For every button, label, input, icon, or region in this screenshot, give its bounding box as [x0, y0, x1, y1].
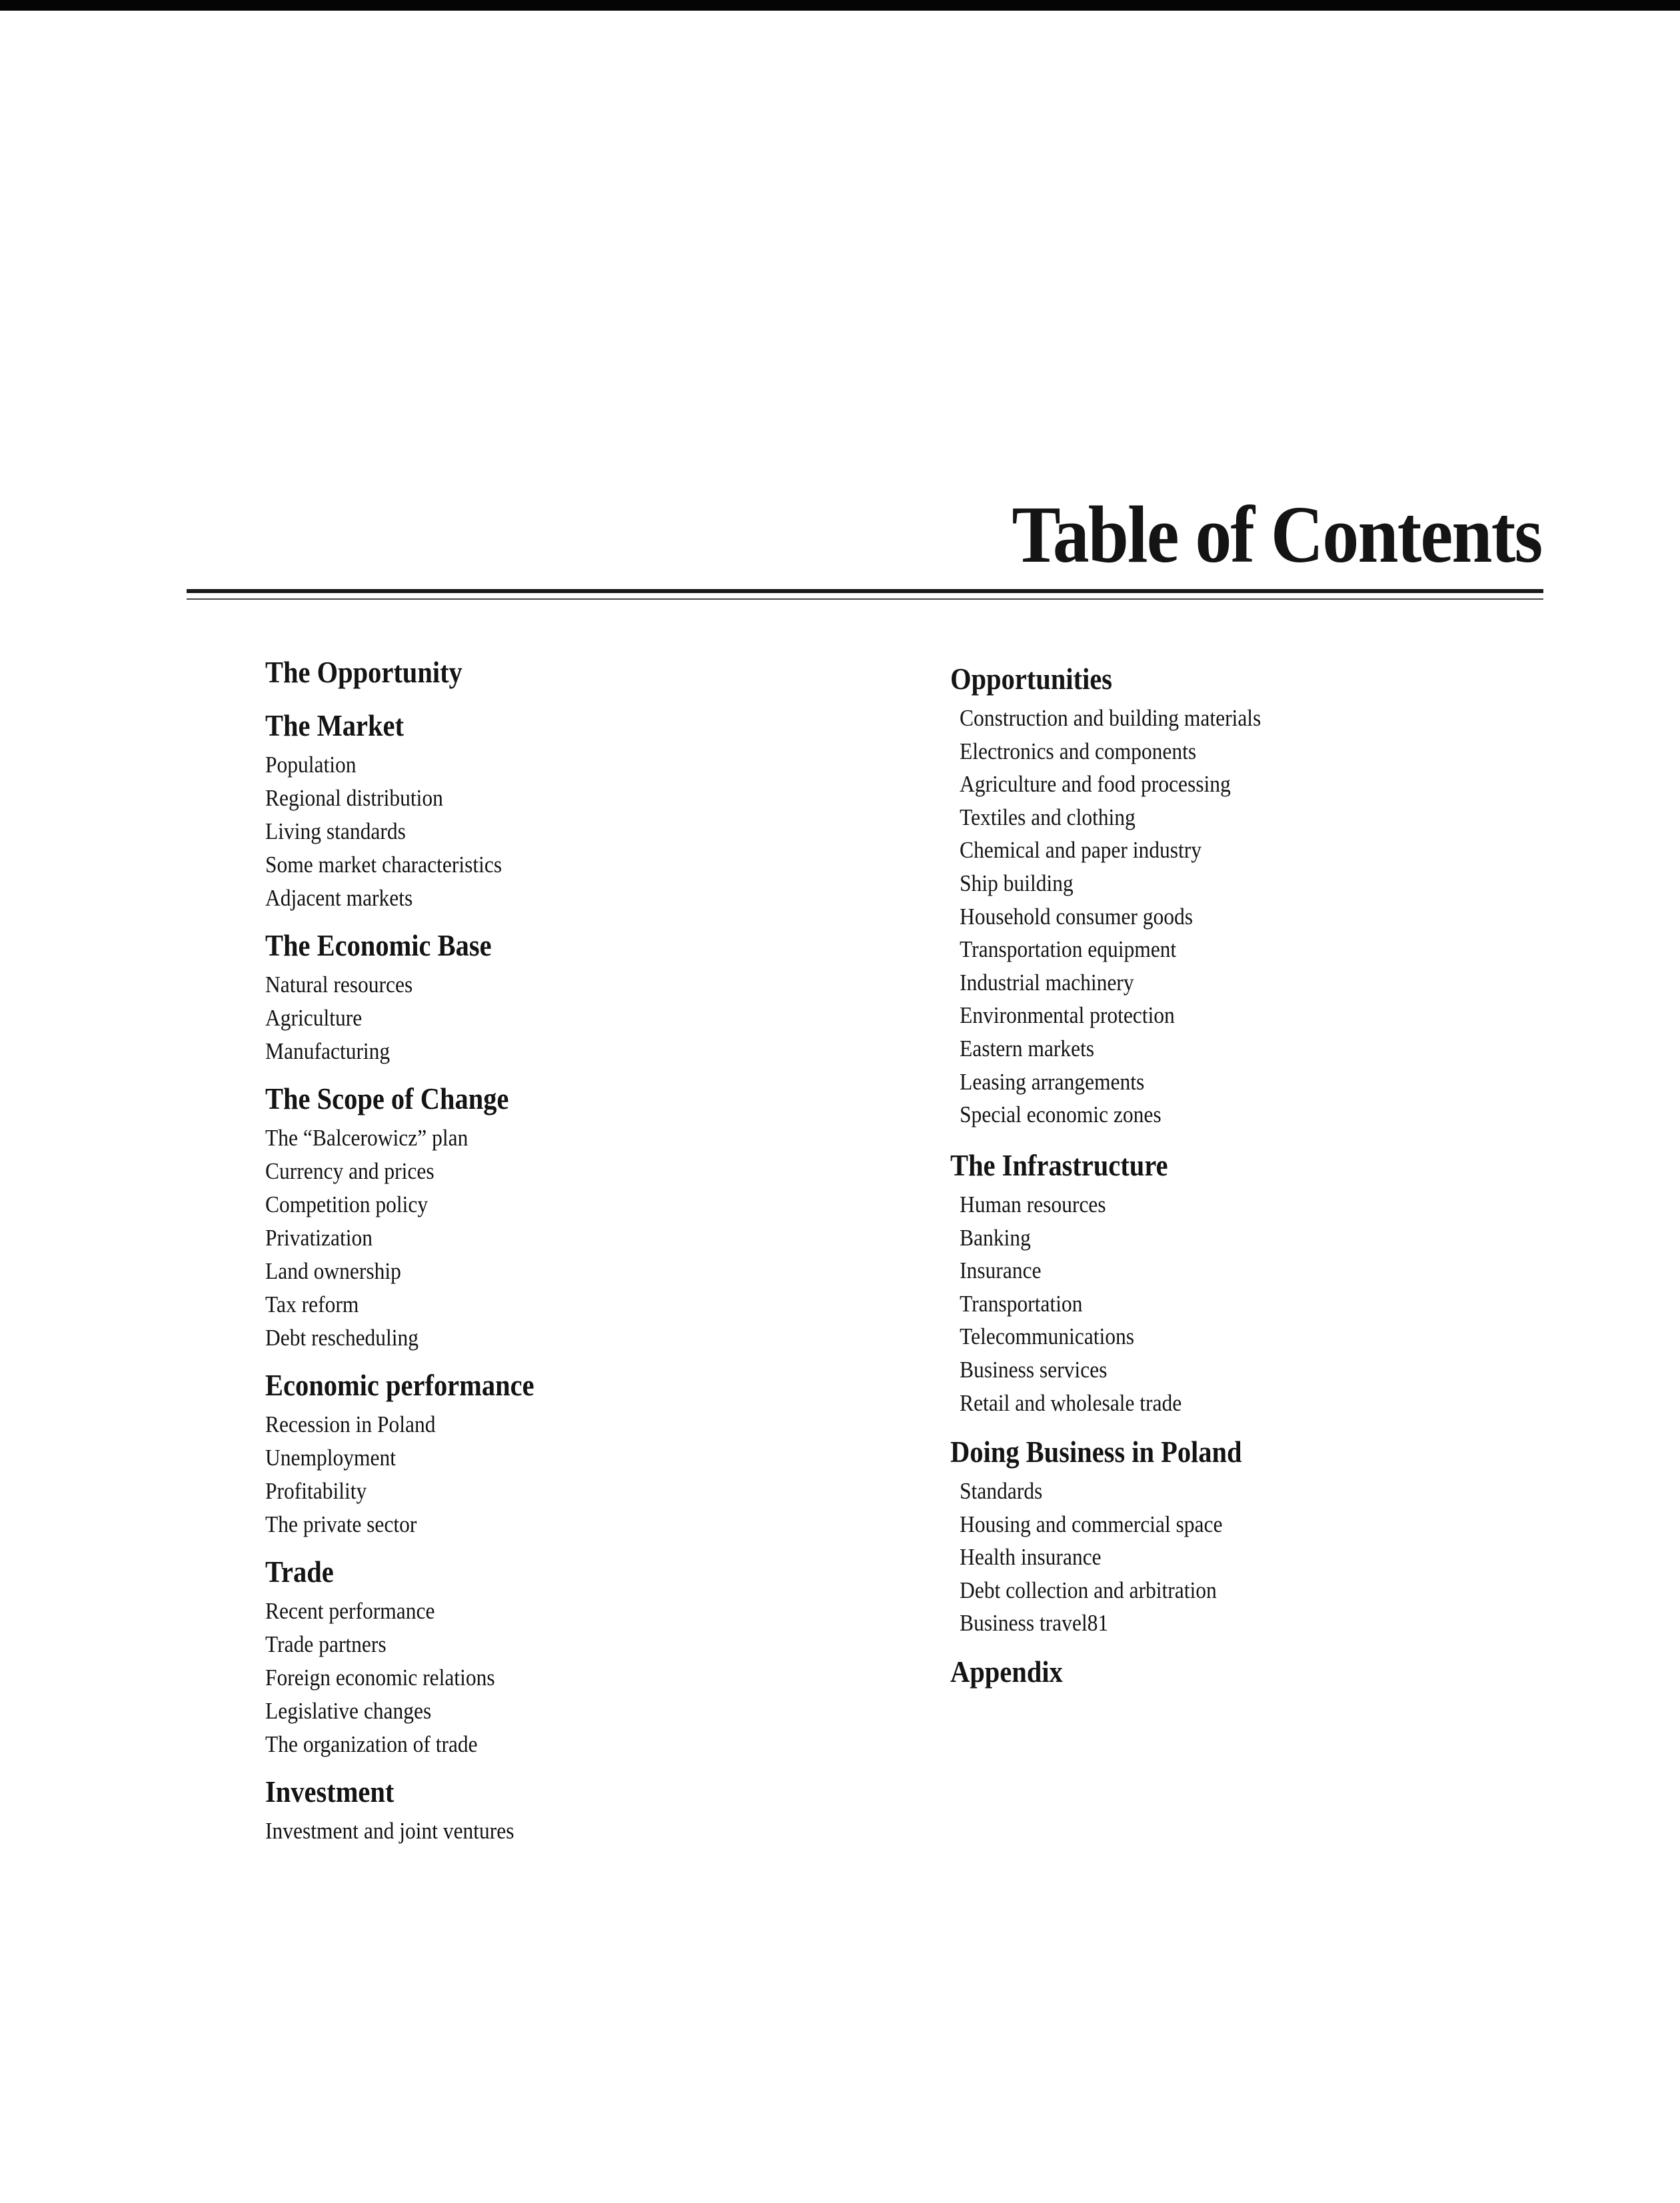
chapter-title[interactable]: Investment: [265, 1775, 395, 1809]
topic-entry[interactable]: Agriculture: [265, 1005, 363, 1031]
topic-entry[interactable]: Ship building: [960, 870, 1074, 896]
topic-entry[interactable]: Currency and prices: [265, 1158, 434, 1184]
title-rule: [187, 589, 1543, 593]
topic-entry[interactable]: Human resources: [960, 1191, 1106, 1217]
topic-entry[interactable]: Recent performance: [265, 1598, 435, 1624]
topic-entry[interactable]: Recession in Poland: [265, 1411, 436, 1437]
topic-entry[interactable]: Business travel81: [960, 1610, 1109, 1637]
topic-entry[interactable]: Textiles and clothing: [960, 804, 1136, 830]
topic-entry[interactable]: Banking: [960, 1224, 1031, 1251]
topic-entry[interactable]: Foreign economic relations: [265, 1665, 495, 1691]
chapter-title[interactable]: The Market: [265, 708, 404, 742]
chapter-title[interactable]: The Opportunity: [265, 655, 462, 689]
topic-entry[interactable]: Environmental protection: [960, 1002, 1175, 1029]
topic-entry[interactable]: Living standards: [265, 818, 406, 844]
topic-entry[interactable]: Standards: [960, 1478, 1043, 1504]
chapter-title[interactable]: Trade: [265, 1555, 334, 1589]
topic-entry[interactable]: Regional distribution: [265, 785, 443, 811]
topic-entry[interactable]: Competition policy: [265, 1191, 428, 1217]
topic-entry[interactable]: Special economic zones: [960, 1102, 1162, 1128]
topic-entry[interactable]: Retail and wholesale trade: [960, 1389, 1182, 1416]
topic-entry[interactable]: Agriculture and food processing: [960, 771, 1231, 798]
topic-entry[interactable]: Debt collection and arbitration: [960, 1577, 1217, 1603]
title-rule-thin: [187, 598, 1543, 600]
topic-entry[interactable]: Transportation equipment: [960, 936, 1177, 963]
chapter-title[interactable]: Appendix: [950, 1655, 1063, 1689]
topic-entry[interactable]: Tax reform: [265, 1291, 359, 1317]
topic-entry[interactable]: Household consumer goods: [960, 903, 1193, 930]
chapter-title[interactable]: Opportunities: [950, 662, 1112, 696]
scan-top-border: [0, 0, 1680, 11]
topic-entry[interactable]: Profitability: [265, 1478, 367, 1504]
topic-entry[interactable]: The “Balcerowicz” plan: [265, 1125, 468, 1151]
topic-entry[interactable]: Privatization: [265, 1225, 373, 1251]
chapter-title[interactable]: The Infrastructure: [950, 1148, 1168, 1182]
topic-entry[interactable]: Unemployment: [265, 1445, 396, 1471]
topic-entry[interactable]: Insurance: [960, 1257, 1042, 1284]
topic-entry[interactable]: Natural resources: [265, 972, 413, 998]
chapter-title[interactable]: Economic performance: [265, 1368, 534, 1402]
topic-entry[interactable]: Housing and commercial space: [960, 1511, 1223, 1537]
topic-entry[interactable]: Industrial machinery: [960, 969, 1134, 996]
chapter-title[interactable]: Doing Business in Poland: [950, 1435, 1242, 1469]
topic-entry[interactable]: Chemical and paper industry: [960, 837, 1202, 864]
topic-entry[interactable]: The private sector: [265, 1511, 417, 1537]
topic-entry[interactable]: Transportation: [960, 1290, 1083, 1317]
topic-entry[interactable]: Investment and joint ventures: [265, 1818, 514, 1844]
topic-entry[interactable]: Construction and building materials: [960, 705, 1261, 731]
topic-entry[interactable]: Health insurance: [960, 1544, 1102, 1571]
topic-entry[interactable]: Electronics and components: [960, 738, 1197, 764]
topic-entry[interactable]: Legislative changes: [265, 1698, 432, 1724]
topic-entry[interactable]: Debt rescheduling: [265, 1325, 419, 1351]
topic-entry[interactable]: Manufacturing: [265, 1038, 391, 1064]
page-title: Table of Contents: [1011, 490, 1541, 580]
topic-entry[interactable]: Business services: [960, 1357, 1108, 1383]
topic-entry[interactable]: Eastern markets: [960, 1036, 1095, 1062]
topic-entry[interactable]: Population: [265, 752, 357, 778]
topic-entry[interactable]: Land ownership: [265, 1258, 401, 1284]
topic-entry[interactable]: Adjacent markets: [265, 885, 413, 911]
chapter-title[interactable]: The Scope of Change: [265, 1082, 509, 1115]
chapter-title[interactable]: The Economic Base: [265, 928, 492, 962]
topic-entry[interactable]: Some market characteristics: [265, 852, 502, 878]
topic-entry[interactable]: Telecommunications: [960, 1323, 1134, 1350]
topic-entry[interactable]: Leasing arrangements: [960, 1068, 1145, 1095]
topic-entry[interactable]: Trade partners: [265, 1631, 387, 1657]
topic-entry[interactable]: The organization of trade: [265, 1731, 478, 1757]
